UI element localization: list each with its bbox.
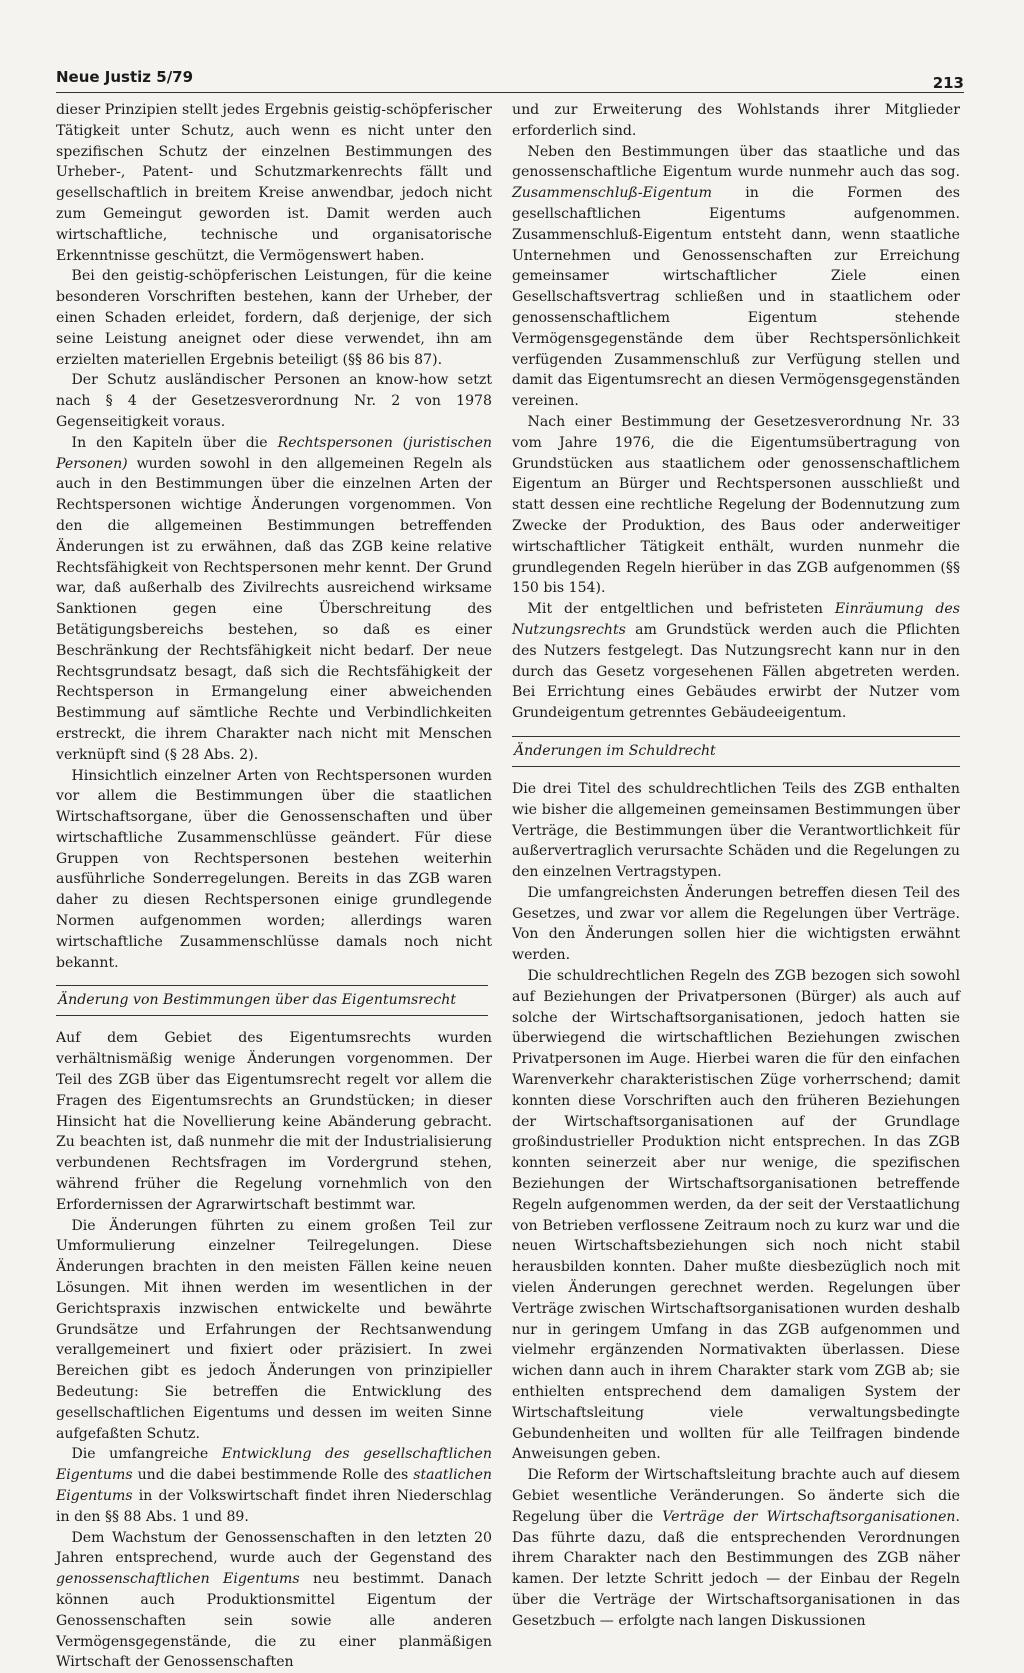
paragraph: In den Kapiteln über die Rechtspersonen (juristischen Personen) wurden sowohl in den allgemeinen Regeln als auch in den Bestimmungen über die einzelnen Arten der Rechtspersonen wichtige Änderungen vorgenommen. Von den die allgemeinen Bestimmungen betreffenden Änderungen ist zu erwähnen, daß das ZGB keine relative Rechtsfähigkeit von Rechtspersonen mehr kennt. Der Grund war, daß außerhalb des Zivilrechts ausreichend wirksame Sanktionen gegen eine Überschreitung des Betätigungsbereichs bestehen, so daß es einer Beschränkung der Rechtsfähigkeit nicht bedarf. Der neue Rechtsgrundsatz besagt, daß sich die Rechtsfähigkeit der Rechtsperson in Ermangelung einer abweichenden Bestimmung auf sämtliche Rechte und Verbindlichkeiten erstreckt, die ihrem Charakter nach nicht mit Menschen verknüpft sind (§ 28 Abs. 2). [56, 434, 492, 763]
paragraph: Neben den Bestimmungen über das staatliche und das genossenschaftliche Eigentum wurde nunmehr auch das sog. Zusammenschluß-Eigentum in die Formen des gesellschaftlichen Eigentums aufgenommen. Zusammenschluß-Eigentum entsteht dann, wenn staatliche Unternehmen und Genossenschaften zur Erreichung gemeinsamer wirtschaftlicher Ziele einen Gesellschaftsvertrag schließen und in staatlichem oder genossenschaftlichem Eigentum stehende Vermögensgegenstände dem über Rechtspersönlichkeit verfügenden Zusammenschluß zur Verfügung stellen und damit das Eigentumsrecht an diesen Vermögensgegenständen vereinen. [512, 143, 960, 410]
paragraph: und zur Erweiterung des Wohlstands ihrer Mitglieder erforderlich sind. [512, 102, 960, 139]
paragraph: Bei den geistig-schöpferischen Leistungen, für die keine besonderen Vorschriften bestehen, kann der Urheber, der einen Schaden erleidet, fordern, daß derjenige, der sich seine Leistung aneignet oder diese verwendet, ihn am erzielten materiellen Ergebnis beteiligt (§§ 86 bis 87). [56, 268, 492, 368]
section-heading: Änderungen im Schuldrecht [512, 736, 960, 767]
paragraph: Der Schutz ausländischer Personen an know-how setzt nach § 4 der Gesetzesverordnung Nr. 2 von 1978 Gegenseitigkeit voraus. [56, 372, 492, 430]
section-heading: Änderung von Bestimmungen über das Eigentumsrecht [56, 985, 488, 1016]
emphasis: Zusammenschluß-Eigentum [512, 185, 712, 202]
paragraph: dieser Prinzipien stellt jedes Ergebnis geistig-schöpferischer Tätigkeit unter Schutz, auch wenn es nicht unter den spezifischen Schutz der einzelnen Bestimmungen des Urheber-, Patent- und Schutzmarkenrechts fällt und gesellschaftlich in breitem Kreise anwendbar, jedoch nicht zum Gemeingut geworden ist. Damit werden auch wirtschaftliche, technische und organisatorische Erkenntnisse geschützt, die Vermögenswert haben. [56, 102, 492, 264]
paragraph: Auf dem Gebiet des Eigentumsrechts wurden verhältnismäßig wenige Änderungen vorgenommen. Der Teil des ZGB über das Eigentumsrecht regelt vor allem die Fragen des Eigentumsrechts an Grundstücken; in dieser Hinsicht hat die Novellierung keine Abänderung gebracht. Zu beachten ist, daß nunmehr die mit der Industrialisierung verbundenen Rechtsfragen im Vordergrund stehen, während früher die Regelung vornehmlich von den Erfordernissen der Agrarwirtschaft bestimmt war. [56, 1030, 492, 1213]
emphasis: Verträge der Wirtschaftsorganisationen [662, 1508, 956, 1525]
left-column [56, 100, 492, 1673]
paragraph: Die drei Titel des schuldrechtlichen Teils des ZGB enthalten wie bisher die allgemeinen gemeinsamen Bestimmungen über Verträge, die Bestimmungen über die Verantwortlichkeit für außervertraglich verursachte Schäden und die Regelungen zu den einzelnen Vertragstypen. [512, 780, 960, 881]
emphasis: Rechtspersonen (juristischen Personen) [56, 434, 492, 472]
emphasis: Einräumung des Nutzungsrechts [512, 601, 960, 638]
page-number: 213 [932, 74, 964, 92]
paragraph: Die schuldrechtlichen Regeln des ZGB bezogen sich sowohl auf Beziehungen der Privatpersonen (Bürger) als auch auf solche der Wirtschaftsorganisationen, jedoch hatten sie überwiegend die wirtschaftlichen Beziehungen zwischen Privatpersonen im Auge. Hierbei waren die für den einfachen Warenverkehr charakteristischen Züge vorherrschend; damit konnten diese Vorschriften auch den früheren Beziehungen der Wirtschaftsorganisationen auf der Grundlage großindustrieller Produktion nicht entsprechen. In das ZGB konnten seinerzeit aber nur wenige, die spezifischen Beziehungen der Wirtschaftsorganisationen betreffende Regeln aufgenommen werden, da der seit der Verstaatlichung von Betrieben verflossene Zeitraum noch zu kurz war und die neuen Wirtschaftsbeziehungen sich noch nicht stabil herausbilden konnten. Daher mußte diesbezüglich noch mit vielen Änderungen gerechnet werden. Regelungen über Verträge zwischen Wirtschaftsorganisationen wurden deshalb nur in geringem Umfang in das ZGB aufgenommen und vielmehr ergänzenden Normativakten überlassen. Diese wichen dann auch in ihrem Charakter stark vom ZGB ab; sie enthielten entsprechend dem damaligen System der Wirtschaftsleitung viele verwaltungsbedingte Gebundenheiten und wollten für alle Teilfragen bindende Anweisungen geben. [512, 968, 960, 1463]
paragraph: Nach einer Bestimmung der Gesetzesverordnung Nr. 33 vom Jahre 1976, die die Eigentumsübertragung von Grundstücken aus staatlichem oder genossenschaftlichem Eigentum an Bürger und Rechtspersonen ausschließt und statt dessen eine rechtliche Regelung der Bodennutzung zum Zwecke der Produktion, des Baus oder anderweitiger wirtschaftlicher Tätigkeit enthält, wurden nunmehr die grundlegenden Regeln hierüber in das ZGB aufgenommen (§§ 150 bis 154). [512, 413, 960, 597]
paragraph: Dem Wachstum der Genossenschaften in den letzten 20 Jahren entsprechend, wurde auch der Gegenstand des genossenschaftlichen Eigentums neu bestimmt. Danach können auch Produktionsmittel Eigentum der Genossenschaften sein sowie alle anderen Vermögensgegenstände, die zu einer planmäßigen Wirtschaft der Genossenschaften [56, 1529, 493, 1671]
paragraph: Hinsichtlich einzelner Arten von Rechtspersonen wurden vor allem die Bestimmungen über die staatlichen Wirtschaftsorgane, über die Genossenschaften und über wirtschaftliche Zusammenschlüsse geändert. Für diese Gruppen von Rechtspersonen bestehen weiterhin ausführliche Sonderregelungen. Bereits in das ZGB waren daher zu diesen Rechtspersonen einige grundlegende Normen aufgenommen worden; allerdings waren wirtschaftliche Zusammenschlüsse damals noch nicht bekannt. [56, 767, 492, 971]
paragraph: Mit der entgeltlichen und befristeten Einräumung des Nutzungsrechts am Grundstück werden auch die Pflichten des Nutzers festgelegt. Das Nutzungsrecht kann nur in den durch das Gesetz vorgesehenen Fällen abgetreten werden. Bei Errichtung eines Gebäudes erwirbt der Nutzer vom Grundeigentum getrenntes Gebäudeeigentum. [512, 601, 960, 722]
page-header [56, 66, 964, 93]
emphasis: staatlichen Eigentums [56, 1467, 492, 1504]
journal-title: Neue Justiz 5/79 [56, 68, 194, 86]
right-column [512, 100, 960, 1632]
emphasis: genossenschaftlichen Eigentums [56, 1571, 300, 1588]
emphasis: Entwicklung des gesellschaftlichen Eigentums [56, 1446, 492, 1484]
paragraph: Die umfangreichsten Änderungen betreffen diesen Teil des Gesetzes, und zwar vor allem die Regelungen über Verträge. Von den Änderungen sollen hier die wichtigsten erwähnt werden. [512, 884, 960, 964]
paragraph: Die umfangreiche Entwicklung des gesellschaftlichen Eigentums und die dabei bestimmende Rolle des staatlichen Eigentums in der Volkswirtschaft findet ihren Niederschlag in den §§ 88 Abs. 1 und 89. [56, 1446, 492, 1525]
paragraph: Die Änderungen führten zu einem großen Teil zur Umformulierung einzelner Teilregelungen. Diese Änderungen brachten in den meisten Fällen keine neuen Lösungen. Mit ihnen werden im wesentlichen in der Gerichtspraxis inzwischen entwickelte und bewährte Grundsätze und Erfahrungen der Rechtsanwendung verallgemeinert und fixiert oder präzisiert. In zwei Bereichen gibt es jedoch Änderungen von prinzipieller Bedeutung: Sie betreffen die Entwicklung des gesellschaftlichen Eigentums und dessen im weiten Sinne aufgefaßten Schutz. [56, 1217, 492, 1442]
paragraph: Die Reform der Wirtschaftsleitung brachte auch auf diesem Gebiet wesentliche Veränderungen. So änderte sich die Regelung über die Verträge der Wirtschaftsorganisationen. Das führte dazu, daß die entsprechenden Verordnungen ihrem Charakter nach den Bestimmungen des ZGB näher kamen. Der letzte Schritt jedoch — der Einbau der Regeln über die Verträge der Wirtschaftsorganisationen in das Gesetzbuch — erfolgte nach langen Diskussionen [512, 1467, 960, 1629]
